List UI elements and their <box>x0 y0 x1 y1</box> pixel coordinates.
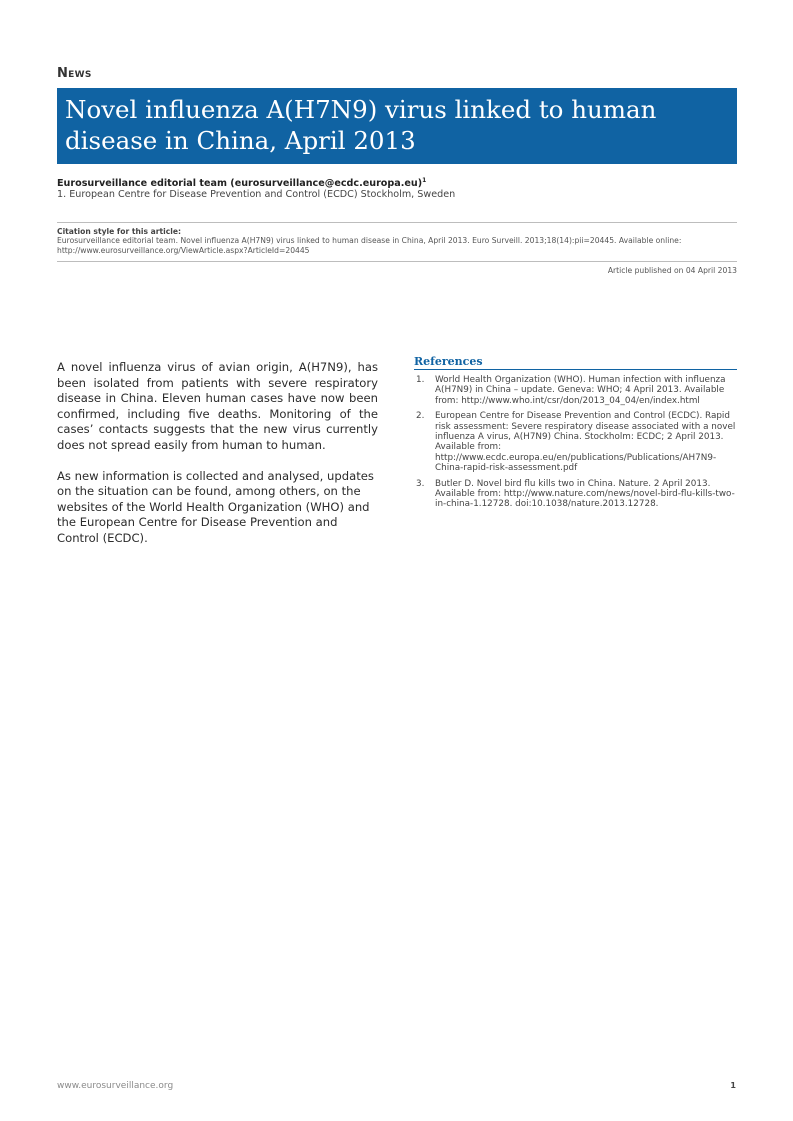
reference-text[interactable]: European Centre for Disease Prevention and Control (ECDC). Rapid risk assessment: Severe respiratory disease associated with a novel influenza A virus, A(H7N9) China. Stockholm: ECDC; 2 April 2013. Available from: http://www.ecdc.europa.eu/en/publications/Publications/AH7N9-China-rapid-risk-assessment.pdf <box>435 411 736 474</box>
section-label: News <box>57 66 92 81</box>
footer-url[interactable]: www.eurosurveillance.org <box>57 1081 174 1091</box>
published-date: Article published on 04 April 2013 <box>607 266 737 275</box>
reference-item <box>414 479 737 510</box>
article-body <box>57 360 378 562</box>
author-line <box>57 177 426 189</box>
references-section <box>414 355 737 515</box>
authors: Eurosurveillance editorial team (eurosurveillance@ecdc.europa.eu) <box>57 178 423 190</box>
affiliation: 1. European Centre for Disease Prevention and Control (ECDC) Stockholm, Sweden <box>57 189 456 200</box>
author-affiliation-marker: 1 <box>422 177 427 184</box>
title-banner <box>57 88 737 164</box>
reference-text[interactable]: World Health Organization (WHO). Human infection with influenza A(H7N9) in China – update. Geneva: WHO; 4 April 2013. Available from: http://www.who.int/csr/don/2013_04_04/en/index.html <box>435 375 726 406</box>
references-list <box>414 375 737 510</box>
reference-text[interactable]: Butler D. Novel bird flu kills two in China. Nature. 2 April 2013. Available from: http://www.nature.com/news/novel-bird-flu-kills-two-in-china-1.12728. doi:10.1038/nature.2013.12728. <box>435 478 735 510</box>
body-paragraph: A novel influenza virus of avian origin, A(H7N9), has been isolated from patients with severe respiratory disease in China. Eleven human cases have now been confirmed, including five deaths. Monitoring of the cases’ contacts suggests that the new virus currently does not spread easily from human to human. <box>57 360 378 452</box>
citation-text[interactable]: Eurosurveillance editorial team. Novel influenza A(H7N9) virus linked to human disease in China, April 2013. Euro Surveill. 2013;18(14):pii=20445. Available online: http://www.eurosurveillance.org/ViewArticle.aspx?ArticleId=20445 <box>57 236 682 255</box>
citation-heading: Citation style for this article: <box>57 227 182 236</box>
divider-top <box>57 222 737 223</box>
reference-item <box>414 411 737 473</box>
divider-bottom <box>57 261 737 262</box>
reference-number: 3. <box>416 478 425 489</box>
body-paragraph: As new information is collected and analysed, updates on the situation can be found, among others, on the websites of the World Health Organization (WHO) and the European Centre for Disease Prevention and Control (ECDC). <box>57 468 374 545</box>
page-number: 1 <box>730 1081 736 1090</box>
reference-item <box>414 375 737 406</box>
references-title: References <box>414 355 737 370</box>
reference-number: 2. <box>416 411 425 422</box>
article-title: Novel influenza A(H7N9) virus linked to human disease in China, April 2013 <box>65 95 657 155</box>
reference-number: 1. <box>416 375 425 385</box>
